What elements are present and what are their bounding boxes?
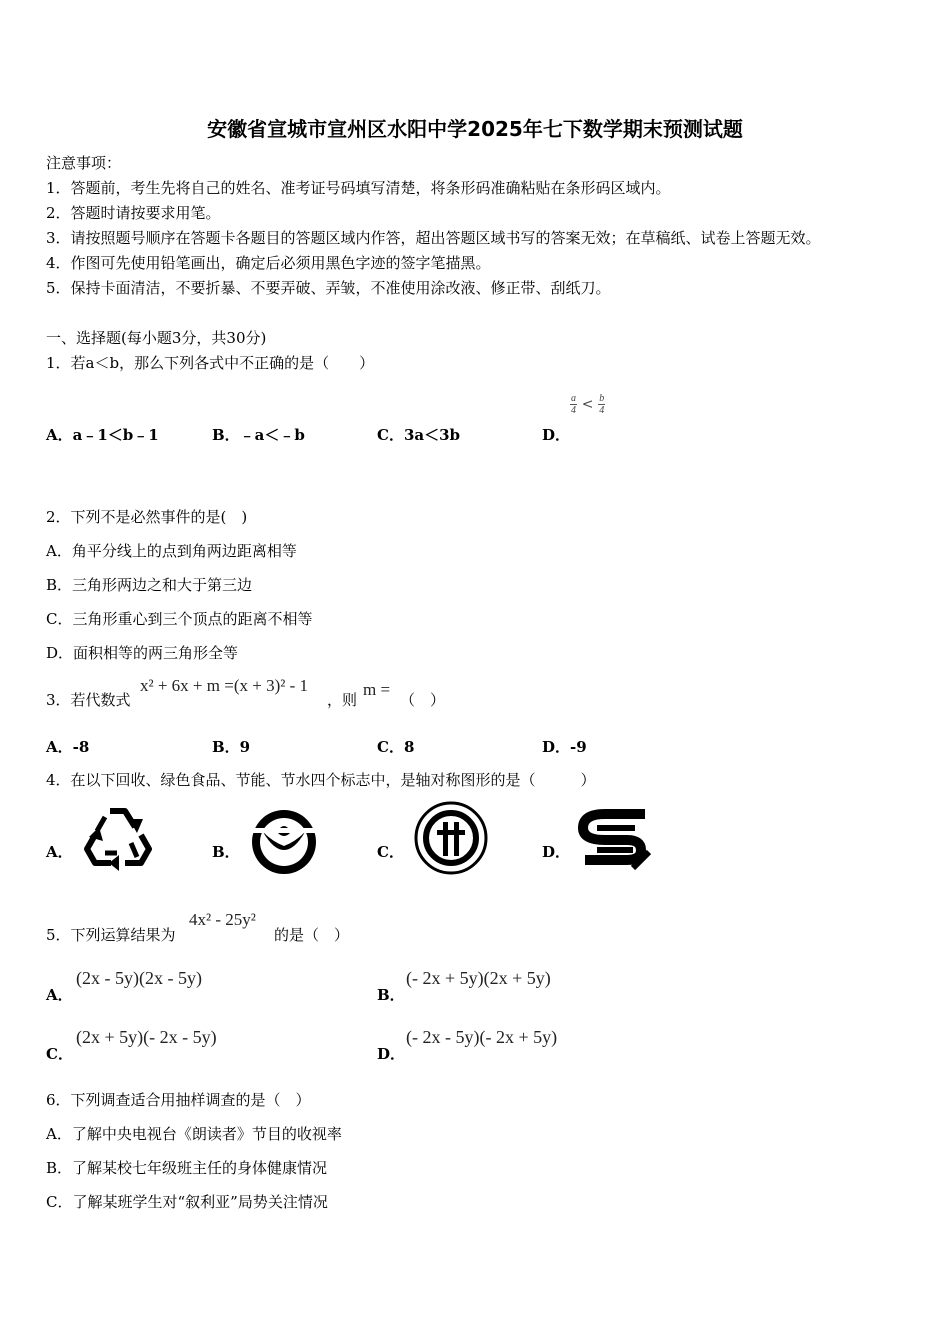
q5-expression: 4x² - 25y²: [189, 910, 256, 929]
q4-option-d[interactable]: D．: [542, 843, 571, 861]
q3-expression-2: m =: [363, 680, 391, 699]
q2-option-d[interactable]: D．面积相等的两三角形全等: [46, 644, 239, 662]
q5-option-b[interactable]: B．: [377, 986, 405, 1004]
q5-option-d-expression: (- 2x - 5y)(- 2x + 5y): [406, 1027, 558, 1047]
question-2-stem: 2．下列不是必然事件的是( ): [46, 508, 248, 526]
green-food-icon: [247, 806, 321, 878]
q1-option-d[interactable]: D．: [542, 426, 571, 444]
q2-option-c[interactable]: C．三角形重心到三个顶点的距离不相等: [46, 610, 313, 628]
question-5-stem-pre: 5．下列运算结果为: [46, 926, 176, 944]
q5-option-d[interactable]: D．: [377, 1045, 406, 1063]
q1-option-a[interactable]: A．a﹣1＜b﹣1: [46, 426, 159, 444]
q3-option-d[interactable]: D．-9: [542, 738, 587, 756]
notice-item: 3．请按照题号顺序在答题卡各题目的答题区域内作答，超出答题区域书写的答案无效；在草稿纸、试卷上答题无效。: [46, 229, 821, 247]
q2-option-b[interactable]: B．三角形两边之和大于第三边: [46, 576, 253, 594]
question-3-stem-mid: ，则: [327, 691, 358, 709]
q1-option-d-expression: $\frac{a}{4}$ < $\frac{b}{4}$: [571, 393, 605, 416]
section-heading: 一、选择题(每小题3分，共30分): [46, 329, 267, 347]
q4-option-b[interactable]: B．: [212, 843, 240, 861]
question-3-stem-pre: 3．若代数式: [46, 691, 131, 709]
question-5-stem-post: 的是（ ）: [274, 926, 350, 944]
recycle-icon: [83, 805, 153, 873]
question-3-stem-post: （ ）: [400, 691, 446, 709]
q1-option-c[interactable]: C．3a＜3b: [377, 426, 461, 444]
notice-item: 2．答题时请按要求用笔。: [46, 204, 221, 222]
notice-item: 1．答题前，考生先将自己的姓名、准考证号码填写清楚，将条形码准确粘贴在条形码区域内。: [46, 179, 671, 197]
q3-option-c[interactable]: C．8: [377, 738, 415, 756]
notice-item: 4．作图可先使用铅笔画出，确定后必须用黑色字迹的签字笔描黑。: [46, 254, 491, 272]
q6-option-c[interactable]: C．了解某班学生对“叙利亚”局势关注情况: [46, 1193, 328, 1211]
page-title: 安徽省宣城市宣州区水阳中学2025年七下数学期末预测试题: [207, 117, 743, 141]
question-4-stem: 4．在以下回收、绿色食品、节能、节水四个标志中，是轴对称图形的是（ ）: [46, 771, 596, 789]
q1-option-b[interactable]: B．﹣a＜﹣b: [212, 426, 305, 444]
q4-option-c[interactable]: C．: [377, 843, 404, 861]
q5-option-a[interactable]: A．: [46, 986, 73, 1004]
q6-option-b[interactable]: B．了解某校七年级班主任的身体健康情况: [46, 1159, 328, 1177]
notice-heading: 注意事项：: [46, 154, 122, 172]
q5-option-c-expression: (2x + 5y)(- 2x - 5y): [76, 1027, 217, 1047]
q5-option-c[interactable]: C．: [46, 1045, 73, 1063]
question-1-stem: 1．若a＜b，那么下列各式中不正确的是（ ）: [46, 354, 375, 372]
water-saving-icon: [575, 806, 657, 874]
q4-option-a[interactable]: A．: [46, 843, 73, 861]
energy-saving-icon: [413, 800, 489, 876]
q5-option-a-expression: (2x - 5y)(2x - 5y): [76, 968, 202, 988]
q3-option-b[interactable]: B．9: [212, 738, 251, 756]
q5-option-b-expression: (- 2x + 5y)(2x + 5y): [406, 968, 551, 988]
question-6-stem: 6．下列调查适合用抽样调查的是（ ）: [46, 1091, 311, 1109]
q3-option-a[interactable]: A．-8: [46, 738, 90, 756]
q6-option-a[interactable]: A．了解中央电视台《朗读者》节目的收视率: [46, 1125, 342, 1143]
notice-item: 5．保持卡面清洁，不要折暴、不要弄破、弄皱，不准使用涂改液、修正带、刮纸刀。: [46, 279, 611, 297]
q2-option-a[interactable]: A．角平分线上的点到角两边距离相等: [46, 542, 297, 560]
q3-expression: x² + 6x + m =(x + 3)² - 1: [140, 676, 308, 695]
